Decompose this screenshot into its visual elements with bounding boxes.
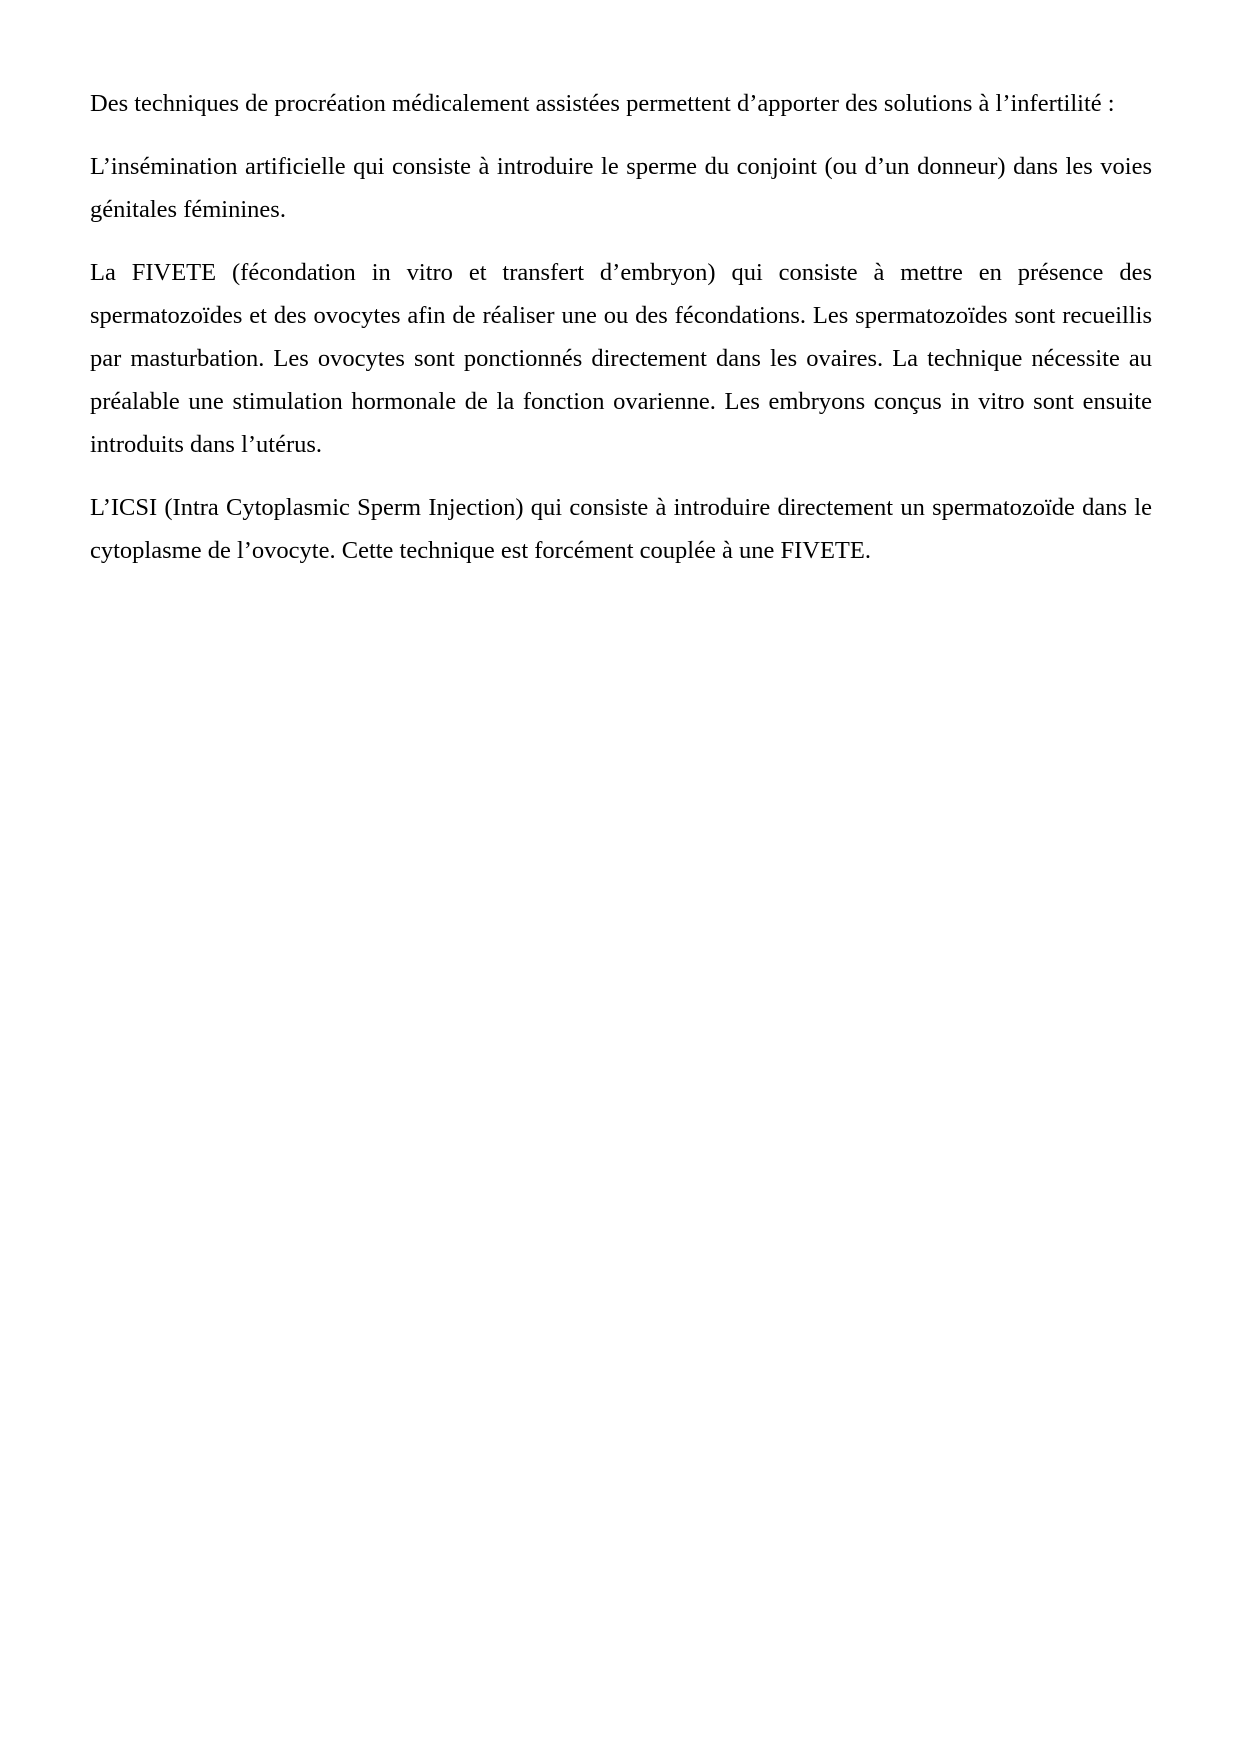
document-body [90,82,1152,592]
insemination-paragraph: L’insémination artificielle qui consiste à introduire le sperme du conjoint (ou d’un donneur) dans les voies génitales féminines. [90,153,1152,223]
icsi-paragraph: L’ICSI (Intra Cytoplasmic Sperm Injection) qui consiste à introduire directement un spermatozoïde dans le cytoplasme de l’ovocyte. Cette technique est forcément couplée à une FIVETE. [90,494,1152,564]
fivete-paragraph: La FIVETE (fécondation in vitro et transfert d’embryon) qui consiste à mettre en présence des spermatozoïdes et des ovocytes afin de réaliser une ou des fécondations. Les spermatozoïdes sont recueillis par masturbation. Les ovocytes sont ponctionnés directement dans les ovaires. La technique nécessite au préalable une stimulation hormonale de la fonction ovarienne. Les embryons conçus in vitro sont ensuite introduits dans l’utérus. [90,259,1152,458]
intro-paragraph: Des techniques de procréation médicalement assistées permettent d’apporter des solutions à l’infertilité : [90,90,1115,117]
